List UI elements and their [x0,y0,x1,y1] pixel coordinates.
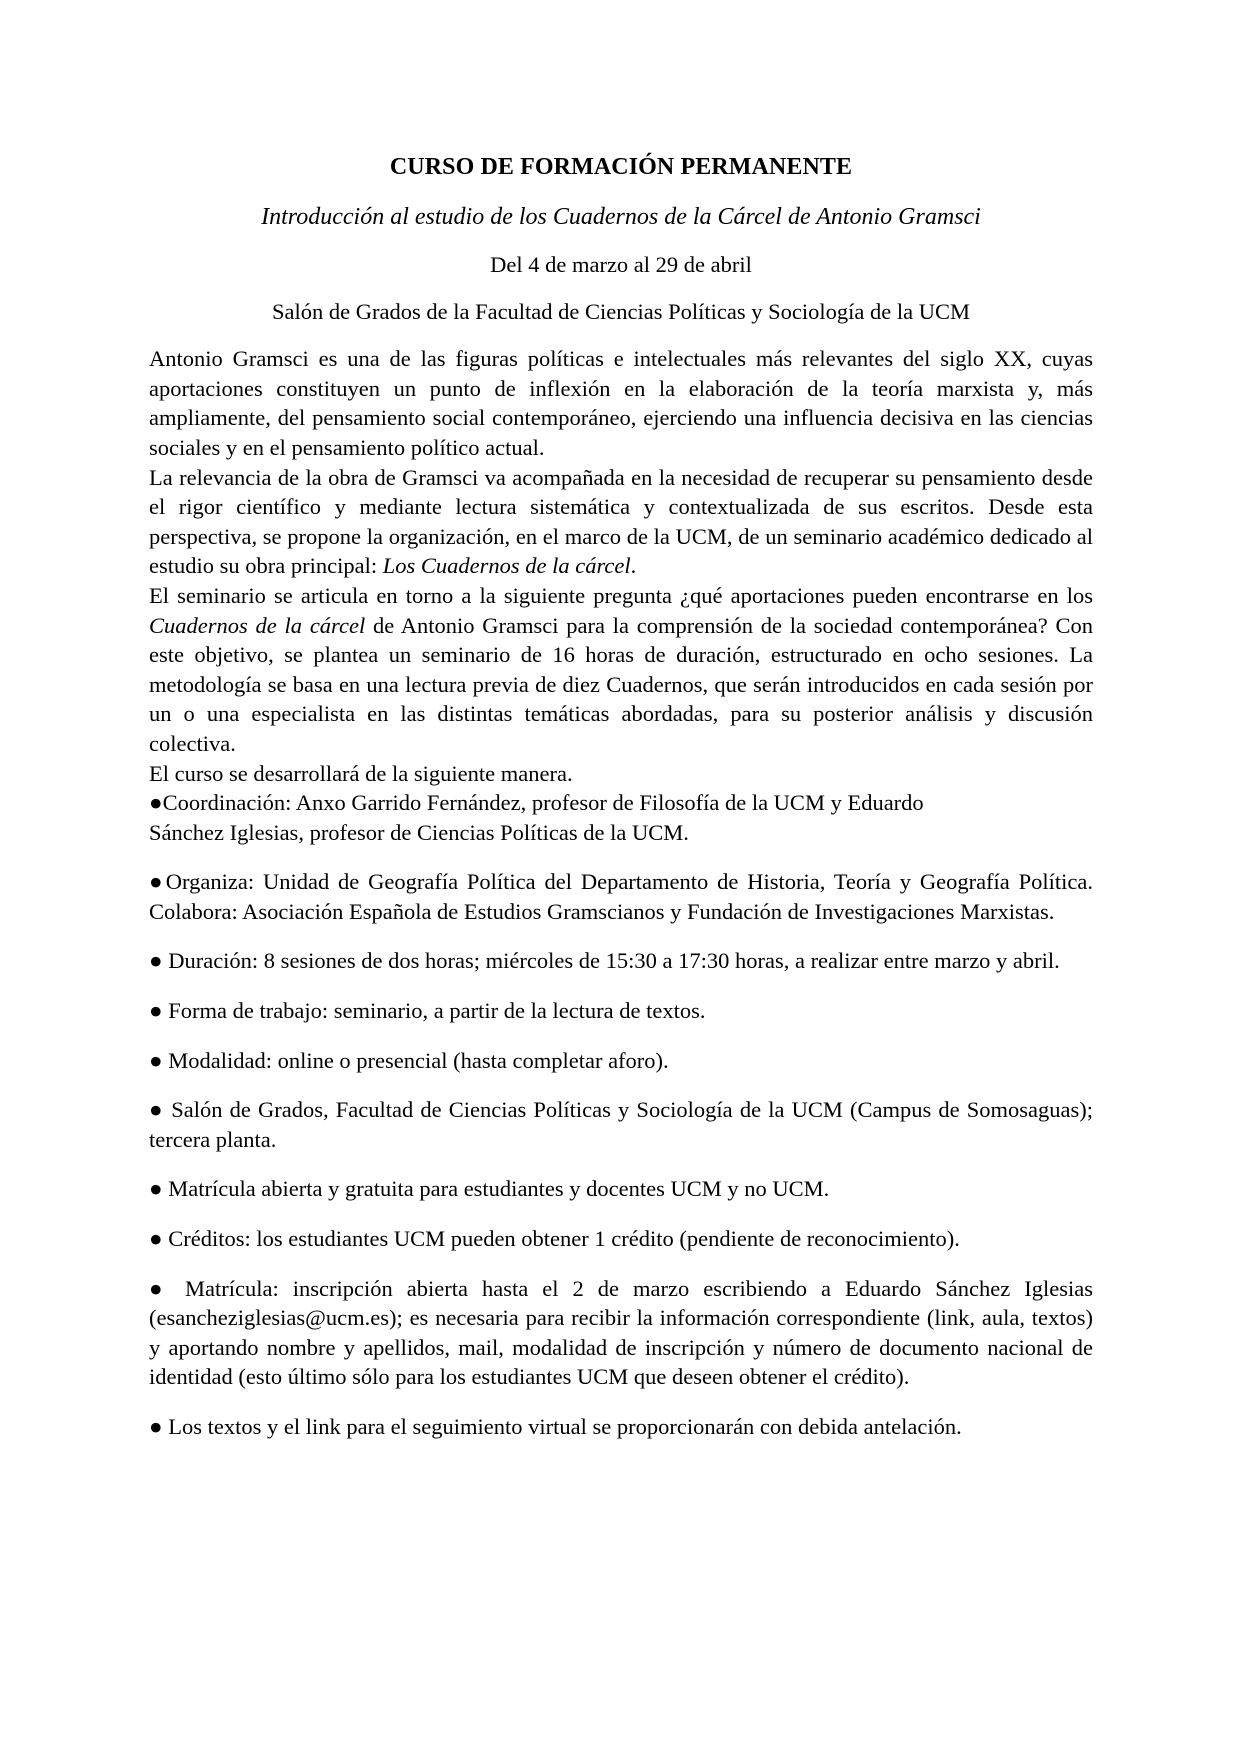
relevance-text: La relevancia de la obra de Gramsci va acompañada en la necesidad de recuperar su pensamiento desde el rigor científico y mediante lectura sistemática y contextualizada de sus escritos. Desde esta perspectiva, se propone la organización, en el marco de la UCM, de un seminario académico dedicado al estudio su obra principal: [149,464,1093,579]
bullet-matricula [149,1274,1093,1392]
document-page [149,145,1093,1442]
seminar-text-start: El seminario se articula en torno a la siguiente pregunta ¿qué aportaciones pueden encontrarse en los [149,582,1093,608]
bullet-salon: ● Salón de Grados, Facultad de Ciencias Políticas y Sociología de la UCM (Campus de Somosaguas); tercera planta. [149,1097,1093,1152]
course-dates: Del 4 de marzo al 29 de abril [490,252,752,277]
seminar-text-end: de Antonio Gramsci para la comprensión de la sociedad contemporánea? Con este objetivo, se plantea un seminario de 16 horas de duración, estructurado en ocho sesiones. La metodología se basa en una lectura previa de diez Cuadernos, que serán introducidos en cada sesión por un o una especialista en las distintas temáticas abordadas, para su posterior análisis y discusión colectiva. [149,612,1093,756]
relevance-end: . [630,553,637,579]
bullet-creditos: ● Créditos: los estudiantes UCM pueden obtener 1 crédito (pendiente de reconocimiento). [149,1226,960,1252]
coordinacion-line-2: Sánchez Iglesias, profesor de Ciencias Políticas de la UCM. [149,819,689,845]
course-structure-intro: El curso se desarrollará de la siguiente manera. [149,760,573,786]
bullet-matricula-abierta: ● Matrícula abierta y gratuita para estudiantes y docentes UCM y no UCM. [149,1176,830,1202]
coordinacion-line-1: ●Coordinación: Anxo Garrido Fernández, profesor de Filosofía de la UCM y Eduardo [149,790,924,816]
bullet-textos: ● Los textos y el link para el seguimiento virtual se proporcionarán con debida antelación. [149,1414,962,1439]
bullet-forma-trabajo: ● Forma de trabajo: seminario, a partir de la lectura de textos. [149,998,706,1024]
bullet-coordinacion [149,788,1093,847]
matricula-text-end: ); es necesaria para recibir la información correspondiente (link, aula, textos) y aportando nombre y apellidos, mail, modalidad de inscripción y número de documento nacional de identidad (esto último sólo para los estudiantes UCM que deseen obtener el crédito). [149,1305,1093,1390]
intro-paragraph: Antonio Gramsci es una de las figuras políticas e intelectuales más relevantes del siglo XX, cuyas aportaciones constituyen un punto de inflexión en la elaboración de la teoría marxista y, más ampliamente, del pensamiento social contemporáneo, ejerciendo una influencia decisiva en las ciencias sociales y en el pensamiento político actual. [149,346,1093,460]
relevance-paragraph [149,463,1093,581]
bullet-duracion: ● Duración: 8 sesiones de dos horas; miércoles de 15:30 a 17:30 horas, a realizar entre marzo y abril. [149,948,1060,974]
bullet-organiza: ●Organiza: Unidad de Geografía Política del Departamento de Historia, Teoría y Geografía Política. Colabora: Asociación Española de Estudios Gramscianos y Fundación de Investigaciones Marxistas. [149,869,1093,924]
bullet-modalidad: ● Modalidad: online o presencial (hasta completar aforo). [149,1047,669,1073]
matricula-text-start: ● Matrícula: inscripción abierta hasta el 2 de marzo escribiendo a Eduardo Sánchez Iglesias ( [149,1275,1093,1331]
document-title: CURSO DE FORMACIÓN PERMANENTE [389,154,853,180]
course-venue: Salón de Grados de la Facultad de Ciencias Políticas y Sociología de la UCM [272,298,970,324]
document-body [149,344,1093,1441]
contact-email: esancheziglesias@ucm.es [156,1305,390,1331]
seminar-paragraph [149,581,1093,759]
document-subtitle: Introducción al estudio de los Cuadernos de la Cárcel de Antonio Gramsci [261,204,981,230]
book-title-italic: Los Cuadernos de la cárcel [382,553,631,579]
book-title-italic-2: Cuadernos de la cárcel [149,612,366,638]
